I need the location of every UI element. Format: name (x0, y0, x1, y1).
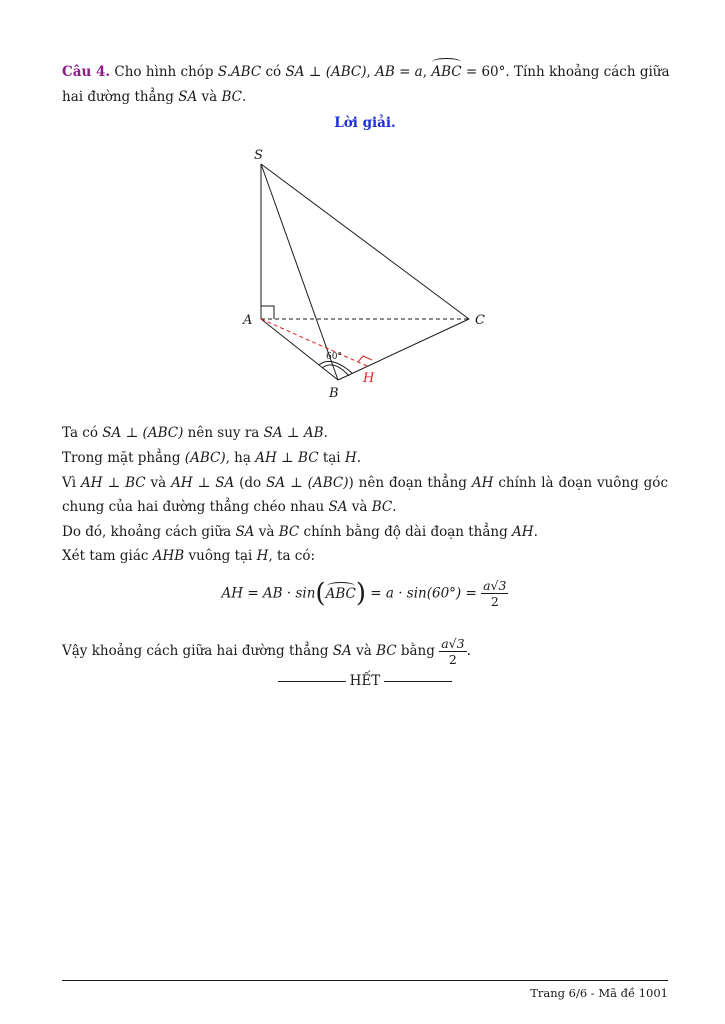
math: SA ⊥ (ABC) (266, 475, 349, 491)
text: bằng (396, 643, 440, 659)
fraction (481, 578, 508, 609)
end-marker (62, 673, 668, 689)
text: , (366, 64, 376, 80)
text: . (323, 425, 328, 441)
text: Xét tam giác (62, 548, 153, 564)
text: . Tính khoảng cách giữa (505, 64, 670, 80)
text: . (466, 643, 471, 659)
math: BC (221, 89, 243, 105)
vertex-label-S: S (254, 148, 263, 163)
edge-AB (261, 319, 338, 380)
math: H (344, 450, 357, 466)
text: (do (234, 475, 267, 491)
right-angle-mark-A (261, 306, 274, 319)
math: S.ABC (217, 64, 262, 80)
solution-line-2 (62, 448, 668, 468)
vertex-label-A: A (243, 313, 253, 328)
document-page (62, 0, 668, 1024)
math: H (256, 548, 269, 564)
text: . (242, 89, 247, 105)
solution-title: Lời giải. (334, 115, 396, 131)
end-dash-left (278, 681, 346, 682)
text: Vậy khoảng cách giữa hai đường thẳng (62, 643, 333, 659)
text: ) nên đoạn thẳng (348, 475, 472, 491)
math: SA ⊥ (ABC) (285, 64, 367, 80)
text: . (356, 450, 361, 466)
math: AB = a (375, 64, 423, 80)
text: và (347, 499, 372, 515)
solution-line-1 (62, 423, 668, 443)
math: AH = AB · sin (221, 585, 316, 602)
text: nên suy ra (183, 425, 264, 441)
text: có (261, 64, 286, 80)
text: chính là đoạn vuông góc (493, 475, 668, 491)
angle-arc-math: ABC (431, 64, 462, 80)
end-text: HẾT (349, 673, 381, 689)
math: (ABC) (184, 450, 226, 466)
text: , hạ (225, 450, 256, 466)
math: SA (235, 524, 255, 540)
text: Vì (62, 475, 81, 491)
pyramid-figure (230, 140, 510, 405)
text: tại (318, 450, 345, 466)
text: và (197, 89, 222, 105)
text: , (422, 64, 432, 80)
solution-line-3 (62, 473, 668, 493)
math: AHB (152, 548, 185, 564)
end-dash-right (384, 681, 452, 682)
fraction-denominator: 2 (490, 594, 499, 609)
text: Do đó, khoảng cách giữa (62, 524, 236, 540)
text: chính bằng độ dài đoạn thẳng (299, 524, 513, 540)
vertex-label-C: C (475, 313, 485, 328)
math: SA ⊥ (ABC) (102, 425, 184, 441)
text: Trong mặt phẳng (62, 450, 185, 466)
fraction-denominator: 2 (448, 652, 457, 667)
math: BC (376, 643, 397, 659)
angle-arc-math: ABC (325, 585, 356, 602)
math: = 60° (461, 64, 506, 80)
question-line-2 (62, 87, 668, 107)
text: và (254, 524, 279, 540)
math: AH ⊥ BC (255, 450, 319, 466)
page-footer: Trang 6/6 - Mã đề 1001 (530, 986, 668, 1000)
text: . (392, 499, 397, 515)
fraction-numerator: a√3 (483, 578, 507, 593)
angle-label: 60° (326, 352, 342, 362)
text: và (145, 475, 172, 491)
math: AH (471, 475, 494, 491)
vertex-label-H: H (363, 371, 375, 386)
solution-line-4 (62, 497, 668, 517)
solution-line-7 (62, 636, 668, 667)
text: , ta có: (268, 548, 316, 564)
footer-rule (62, 980, 668, 981)
math: SA (332, 643, 352, 659)
edge-SC (261, 164, 469, 319)
text: vuông tại (184, 548, 257, 564)
edge-BC (338, 319, 469, 380)
text: hai đường thẳng (62, 89, 179, 105)
math: AH (512, 524, 534, 540)
math: SA (328, 499, 348, 515)
math: SA ⊥ AB (263, 425, 324, 441)
math: SA (178, 89, 198, 105)
math: AH ⊥ SA (171, 475, 235, 491)
math: BC (278, 524, 300, 540)
text: và (351, 643, 377, 659)
text: . (533, 524, 538, 540)
solution-line-5 (62, 522, 668, 542)
segment-AH (261, 319, 367, 366)
math: = a · sin(60°) = (365, 585, 482, 602)
question-label: Câu 4. (62, 64, 111, 80)
question-line-1 (62, 62, 668, 82)
text: Cho hình chóp (114, 64, 218, 80)
paren-close: ) (355, 578, 366, 609)
math: AH ⊥ BC (81, 475, 146, 491)
solution-line-6 (62, 546, 668, 566)
text: Ta có (62, 425, 103, 441)
formula-AH (62, 578, 668, 618)
fraction-numerator: a√3 (441, 636, 465, 651)
paren-open: ( (315, 578, 326, 609)
right-angle-mark-H (358, 356, 372, 362)
math: BC (371, 499, 393, 515)
fraction (439, 636, 466, 667)
text: chung của hai đường thẳng chéo nhau (62, 499, 329, 515)
vertex-label-B: B (329, 386, 339, 401)
